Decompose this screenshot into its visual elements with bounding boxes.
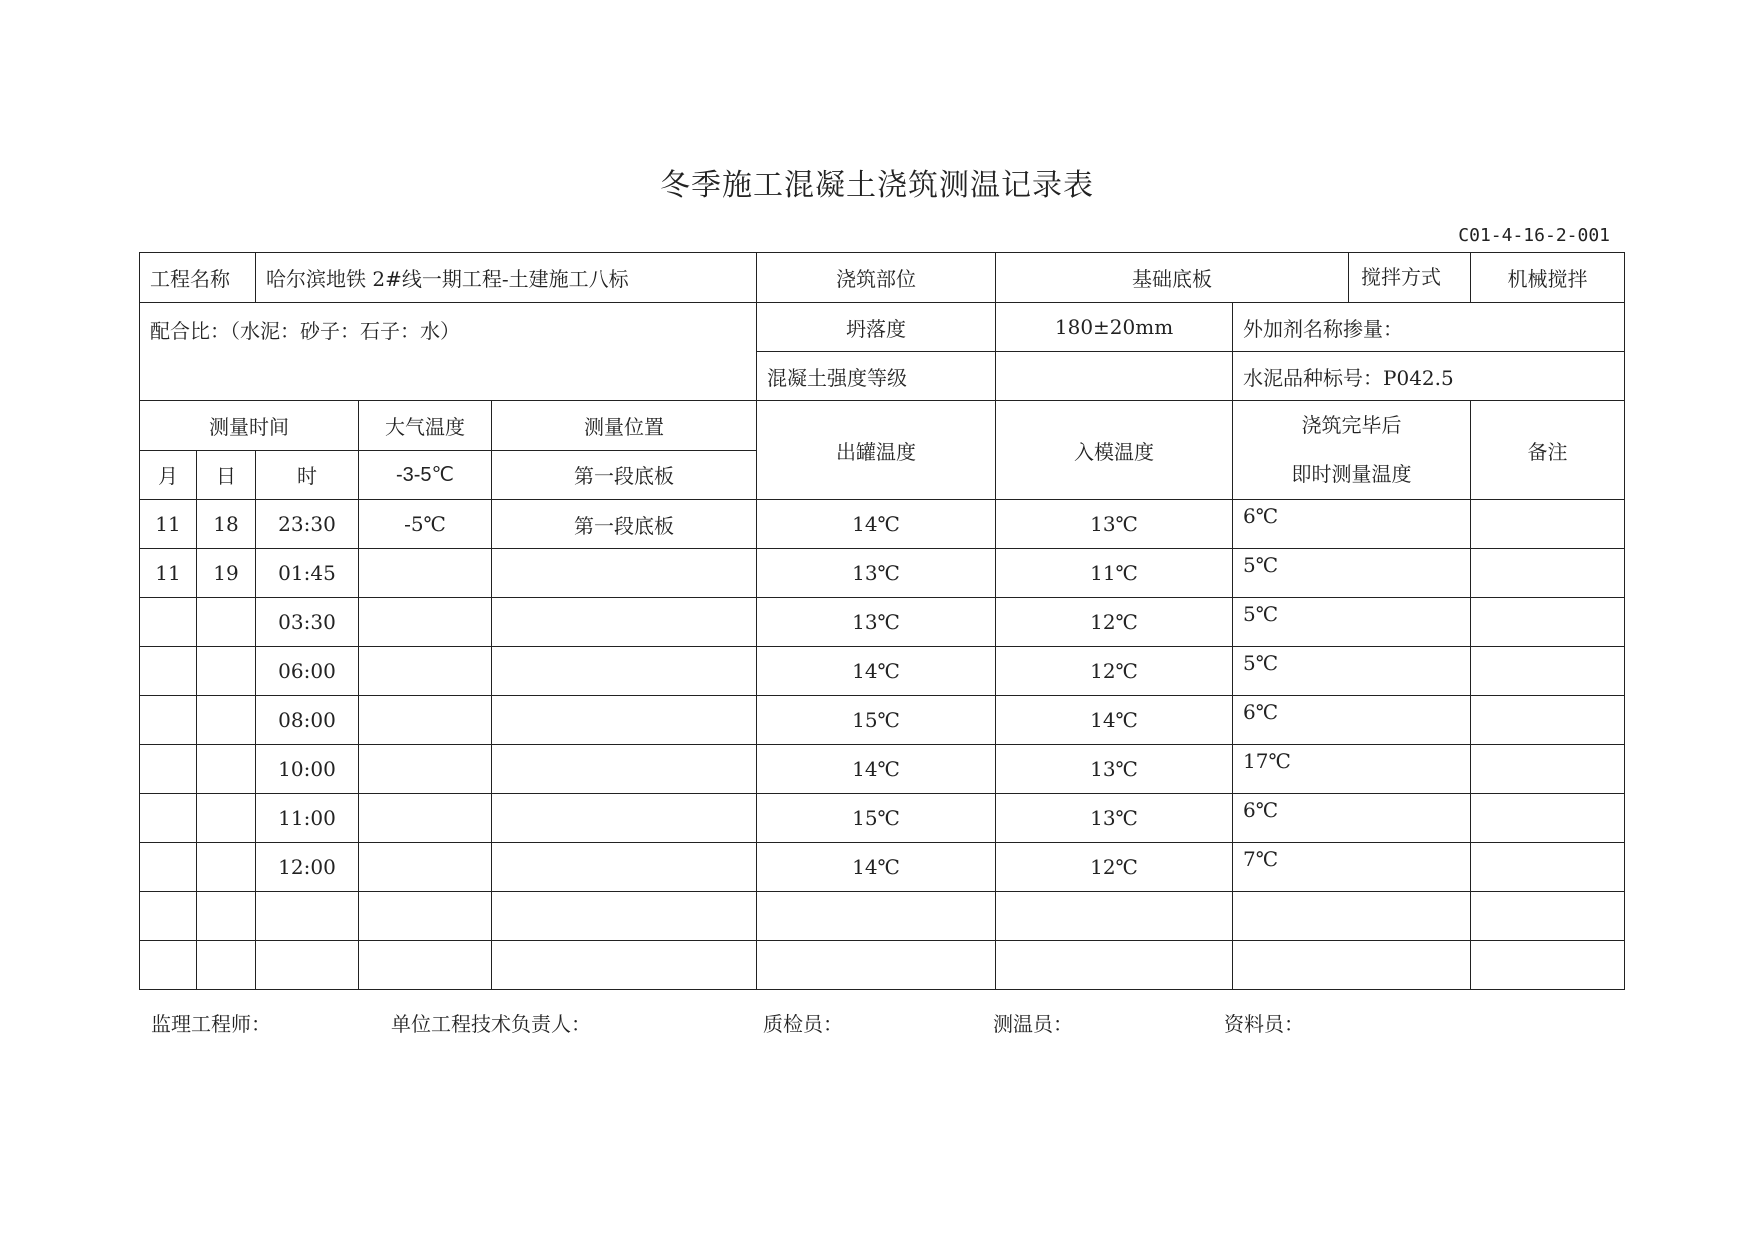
cell-position xyxy=(492,745,757,794)
header-mold-temp: 入模温度 xyxy=(996,401,1233,500)
cell-air-temp xyxy=(359,941,492,990)
table-row xyxy=(140,843,1625,892)
cell-position xyxy=(492,843,757,892)
cell-mold-temp: 13℃ xyxy=(996,500,1233,549)
cell-air-temp xyxy=(359,892,492,941)
strength-grade-label: 混凝土强度等级 xyxy=(757,352,996,401)
cell-time: 01:45 xyxy=(256,549,359,598)
cell-remark xyxy=(1471,745,1625,794)
cell-month xyxy=(140,696,197,745)
slump-label: 坍落度 xyxy=(757,303,996,352)
cell-time: 11:00 xyxy=(256,794,359,843)
cell-air-temp xyxy=(359,794,492,843)
header-after-pour-temp xyxy=(1233,401,1471,500)
table-row xyxy=(140,745,1625,794)
cell-mold-temp xyxy=(996,892,1233,941)
table-row xyxy=(140,647,1625,696)
cell-time: 08:00 xyxy=(256,696,359,745)
table-row xyxy=(140,794,1625,843)
archivist-label: 资料员： xyxy=(1224,1012,1304,1036)
cell-air-temp xyxy=(359,696,492,745)
cell-position xyxy=(492,549,757,598)
cell-day xyxy=(197,941,256,990)
cell-month xyxy=(140,647,197,696)
cell-month xyxy=(140,745,197,794)
header-position-value: 第一段底板 xyxy=(492,450,757,500)
header-after-pour-line1: 浇筑完毕后 xyxy=(1301,413,1402,437)
cell-air-temp xyxy=(359,843,492,892)
mix-ratio-label: 配合比：（水泥：砂子：石子：水） xyxy=(140,303,757,401)
mix-method-label: 搅拌方式 xyxy=(1348,253,1470,302)
cell-after-pour-temp: 6℃ xyxy=(1233,794,1471,843)
cell-day xyxy=(197,794,256,843)
cement-type-label: 水泥品种标号：P042.5 xyxy=(1233,352,1625,401)
cell-day xyxy=(197,647,256,696)
info-row-mix xyxy=(140,303,1625,352)
cell-month: 11 xyxy=(140,549,197,598)
cell-after-pour-temp: 5℃ xyxy=(1233,647,1471,696)
cell-tank-temp xyxy=(757,941,996,990)
cell-mold-temp: 11℃ xyxy=(996,549,1233,598)
cell-time: 12:00 xyxy=(256,843,359,892)
header-remarks: 备注 xyxy=(1471,401,1625,500)
cell-day xyxy=(197,843,256,892)
header-row-1 xyxy=(140,401,1625,451)
cell-after-pour-temp xyxy=(1233,892,1471,941)
cell-air-temp xyxy=(359,745,492,794)
cell-mold-temp: 13℃ xyxy=(996,794,1233,843)
cell-tank-temp: 15℃ xyxy=(757,794,996,843)
cell-time: 23:30 xyxy=(256,500,359,549)
cell-position xyxy=(492,598,757,647)
cell-time xyxy=(256,941,359,990)
mix-method-value: 机械搅拌 xyxy=(1471,253,1625,303)
cell-month xyxy=(140,598,197,647)
cell-tank-temp: 15℃ xyxy=(757,696,996,745)
cell-tank-temp: 14℃ xyxy=(757,843,996,892)
cell-position xyxy=(492,794,757,843)
cell-day: 19 xyxy=(197,549,256,598)
cell-day xyxy=(197,696,256,745)
cell-after-pour-temp xyxy=(1233,941,1471,990)
header-after-pour-line2: 即时测量温度 xyxy=(1291,462,1412,486)
project-name-label: 工程名称 xyxy=(140,253,256,303)
cell-tank-temp: 14℃ xyxy=(757,647,996,696)
cell-after-pour-temp: 5℃ xyxy=(1233,549,1471,598)
cell-position xyxy=(492,941,757,990)
cell-remark xyxy=(1471,892,1625,941)
cell-position: 第一段底板 xyxy=(492,500,757,549)
cell-day xyxy=(197,745,256,794)
header-air-temp-range: -3-5℃ xyxy=(359,450,492,500)
cell-air-temp xyxy=(359,549,492,598)
cell-time: 03:30 xyxy=(256,598,359,647)
cell-after-pour-temp: 6℃ xyxy=(1233,696,1471,745)
cell-tank-temp: 14℃ xyxy=(757,500,996,549)
cell-month xyxy=(140,892,197,941)
page-title: 冬季施工混凝土浇筑测温记录表 xyxy=(660,168,1094,203)
cell-after-pour-temp: 7℃ xyxy=(1233,843,1471,892)
cell-mold-temp: 14℃ xyxy=(996,696,1233,745)
cell-remark xyxy=(1471,647,1625,696)
cell-position xyxy=(492,892,757,941)
slump-value: 180±20mm xyxy=(996,303,1233,352)
table-row xyxy=(140,549,1625,598)
cell-mold-temp: 12℃ xyxy=(996,843,1233,892)
cell-day: 18 xyxy=(197,500,256,549)
cell-tank-temp: 13℃ xyxy=(757,598,996,647)
table-row xyxy=(140,696,1625,745)
tech-lead-label: 单位工程技术负责人： xyxy=(391,1012,591,1036)
table-row xyxy=(140,941,1625,990)
header-measure-position: 测量位置 xyxy=(492,401,757,451)
cell-air-temp xyxy=(359,647,492,696)
header-tank-temp: 出罐温度 xyxy=(757,401,996,500)
cell-after-pour-temp: 6℃ xyxy=(1233,500,1471,549)
cell-month xyxy=(140,794,197,843)
cell-mold-temp xyxy=(996,941,1233,990)
document-code: C01-4-16-2-001 xyxy=(1458,225,1610,246)
info-row-project xyxy=(140,253,1625,303)
table-row xyxy=(140,892,1625,941)
admixture-label: 外加剂名称掺量： xyxy=(1233,303,1625,352)
header-measure-time: 测量时间 xyxy=(140,401,359,451)
cell-remark xyxy=(1471,549,1625,598)
cell-month xyxy=(140,941,197,990)
cell-air-temp xyxy=(359,598,492,647)
cell-remark xyxy=(1471,843,1625,892)
cell-remark xyxy=(1471,941,1625,990)
cell-position xyxy=(492,647,757,696)
cell-month: 11 xyxy=(140,500,197,549)
cell-position xyxy=(492,696,757,745)
table-row xyxy=(140,598,1625,647)
cell-mold-temp: 13℃ xyxy=(996,745,1233,794)
pour-part-value xyxy=(996,253,1471,303)
strength-grade-value xyxy=(996,352,1233,401)
project-name-value: 哈尔滨地铁 2#线一期工程-土建施工八标 xyxy=(256,253,757,303)
cell-time: 10:00 xyxy=(256,745,359,794)
cell-after-pour-temp: 5℃ xyxy=(1233,598,1471,647)
cell-mold-temp: 12℃ xyxy=(996,647,1233,696)
cell-tank-temp: 13℃ xyxy=(757,549,996,598)
signature-footer xyxy=(0,1008,1754,1038)
supervisor-label: 监理工程师： xyxy=(151,1012,271,1036)
cell-remark xyxy=(1471,794,1625,843)
data-rows xyxy=(140,500,1625,990)
cell-time xyxy=(256,892,359,941)
header-day: 日 xyxy=(197,450,256,500)
cell-day xyxy=(197,892,256,941)
cell-remark xyxy=(1471,598,1625,647)
header-hour: 时 xyxy=(256,450,359,500)
cell-tank-temp: 14℃ xyxy=(757,745,996,794)
header-air-temp: 大气温度 xyxy=(359,401,492,451)
cell-day xyxy=(197,598,256,647)
cell-remark xyxy=(1471,500,1625,549)
inspector-label: 质检员： xyxy=(763,1012,843,1036)
table-row xyxy=(140,500,1625,549)
cell-air-temp: -5℃ xyxy=(359,500,492,549)
cell-time: 06:00 xyxy=(256,647,359,696)
cell-remark xyxy=(1471,696,1625,745)
cell-month xyxy=(140,843,197,892)
cell-after-pour-temp: 17℃ xyxy=(1233,745,1471,794)
header-month: 月 xyxy=(140,450,197,500)
cell-mold-temp: 12℃ xyxy=(996,598,1233,647)
pour-part-value-text: 基础底板 xyxy=(1132,267,1213,291)
cell-tank-temp xyxy=(757,892,996,941)
pour-part-label: 浇筑部位 xyxy=(757,253,996,303)
temp-measurer-label: 测温员： xyxy=(993,1012,1073,1036)
temperature-record-table xyxy=(139,252,1625,990)
